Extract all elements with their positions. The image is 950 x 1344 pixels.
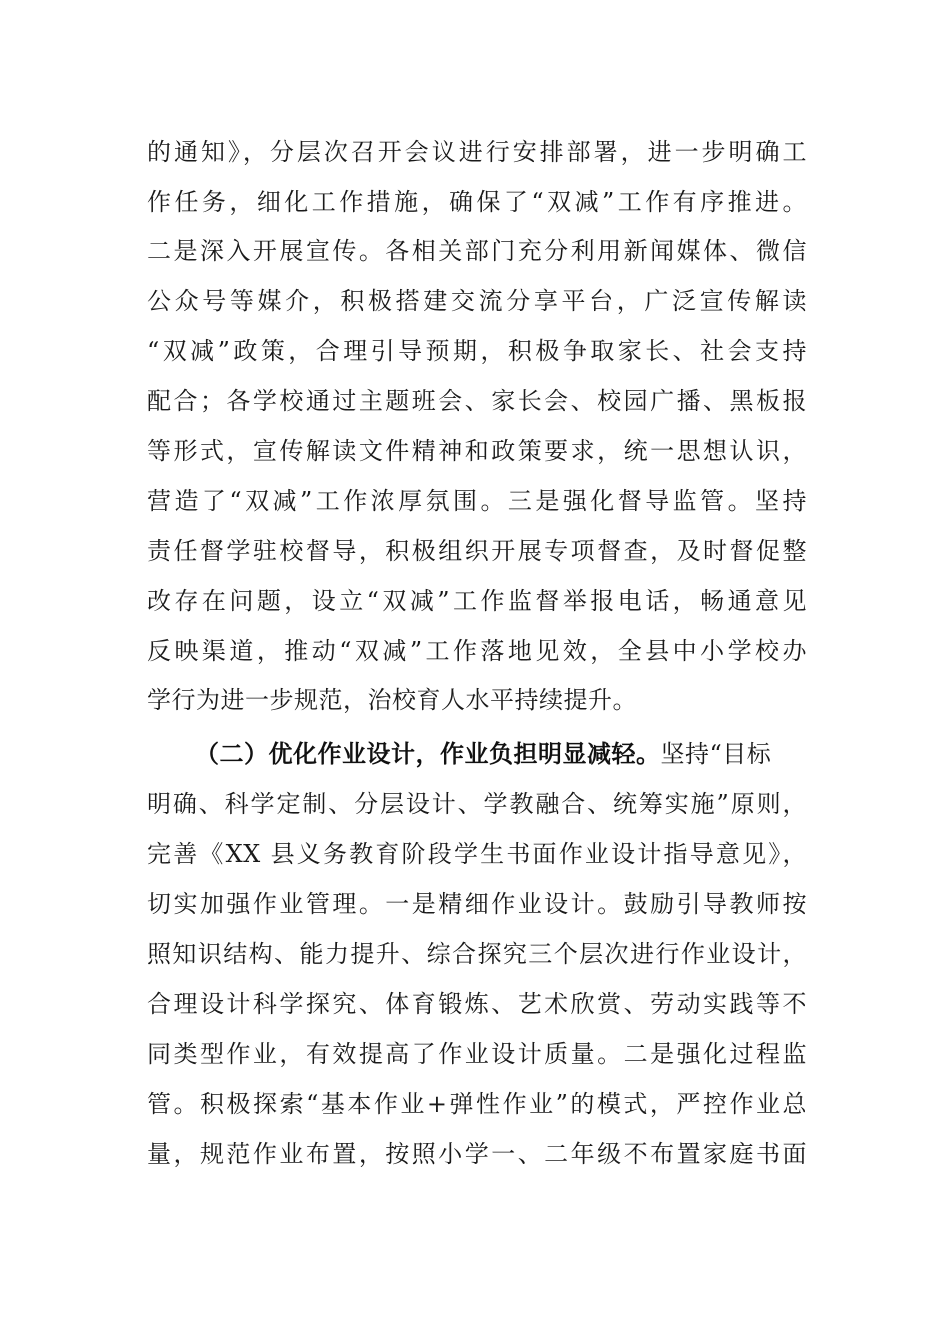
paragraph-line: 责任督学驻校督导，积极组织开展专项督查，及时督促整 bbox=[147, 537, 807, 565]
paragraph-line: 切实加强作业管理。一是精细作业设计。鼓励引导教师按 bbox=[147, 890, 807, 918]
paragraph-line: 学行为进一步规范，治校育人水平持续提升。 bbox=[147, 686, 637, 714]
paragraph-line: 营造了“双减”工作浓厚氛围。三是强化督导监管。坚持 bbox=[147, 487, 807, 515]
paragraph-line: 管。积极探索“基本作业+弹性作业”的模式，严控作业总 bbox=[147, 1090, 807, 1118]
paragraph-line: 二是深入开展宣传。各相关部门充分利用新闻媒体、微信 bbox=[147, 237, 807, 265]
paragraph-line: 的通知》，分层次召开会议进行安排部署，进一步明确工 bbox=[147, 138, 807, 166]
paragraph-line: 公众号等媒介，积极搭建交流分享平台，广泛宣传解读 bbox=[147, 287, 807, 315]
paragraph-line: “双减”政策，合理引导预期，积极争取家长、社会支持 bbox=[147, 337, 807, 365]
paragraph-line: 同类型作业，有效提高了作业设计质量。二是强化过程监 bbox=[147, 1040, 807, 1068]
paragraph-line: 等形式，宣传解读文件精神和政策要求，统一思想认识， bbox=[147, 437, 807, 465]
paragraph-line: 改存在问题，设立“双减”工作监督举报电话，畅通意见 bbox=[147, 587, 807, 615]
heading-line-text: 坚持“目标 bbox=[660, 740, 772, 768]
paragraph-line: 配合；各学校通过主题班会、家长会、校园广播、黑板报 bbox=[147, 387, 807, 415]
paragraph-line: 合理设计科学探究、体育锻炼、艺术欣赏、劳动实践等不 bbox=[147, 990, 807, 1018]
paragraph-line: 照知识结构、能力提升、综合探究三个层次进行作业设计， bbox=[147, 940, 807, 968]
paragraph-line: 完善《XX 县义务教育阶段学生书面作业设计指导意见》， bbox=[147, 840, 807, 868]
paragraph-line: 作任务，细化工作措施，确保了“双减”工作有序推进。 bbox=[147, 188, 807, 216]
section-heading-line bbox=[195, 734, 807, 774]
paragraph-line: 量，规范作业布置，按照小学一、二年级不布置家庭书面 bbox=[147, 1140, 807, 1168]
paragraph-line: 反映渠道，推动“双减”工作落地见效，全县中小学校办 bbox=[147, 637, 807, 665]
paragraph-line: 明确、科学定制、分层设计、学教融合、统筹实施”原则， bbox=[147, 790, 807, 818]
section-heading: （二）优化作业设计，作业负担明显减轻。 bbox=[195, 739, 661, 768]
